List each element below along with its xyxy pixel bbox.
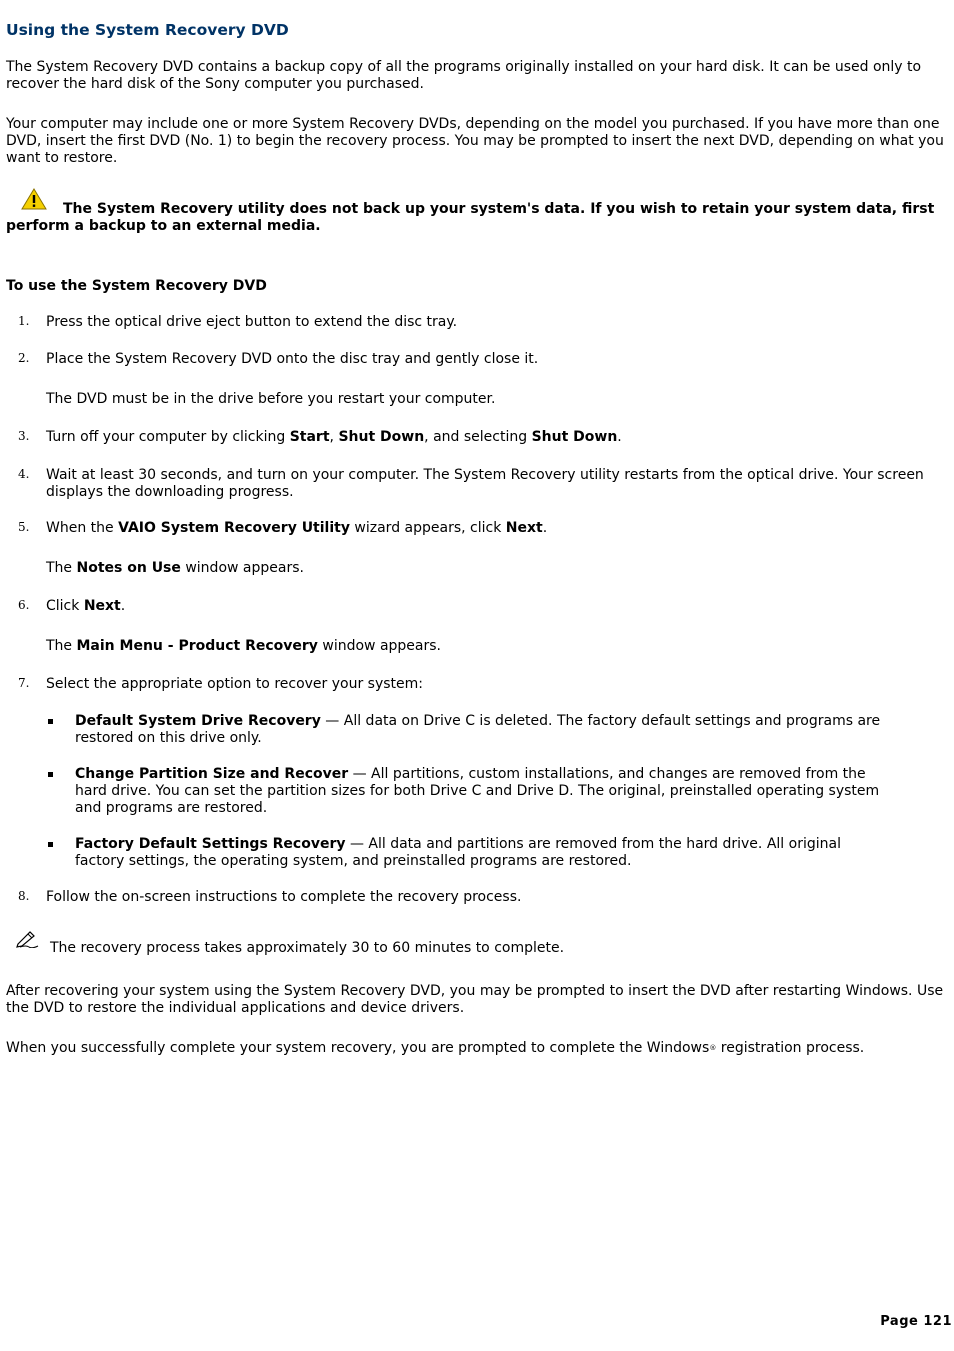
warning-text: The System Recovery utility does not back up your system's data. If you wish to retain your system data, first perform a backup to an external media. [6,201,935,234]
step-item: 5. When the VAIO System Recovery Utility wizard appears, click Next. The Notes on Use window appears. [6,520,944,577]
intro-paragraph: Your computer may include one or more System Recovery DVDs, depending on the model you purchased. If you have more than one DVD, insert the first DVD (No. 1) to begin the recovery process. You may be prompted to insert the next DVD, depending on what you want to restore. [6,116,944,166]
option-description: — All partitions, custom installations, and changes are removed from the hard drive. You can set the partition sizes for both Drive C and Drive D. The original, preinstalled operating system and programs are restored. [75,766,880,816]
option-description: — All data and partitions are removed from the hard drive. All original factory settings, the operating system, and preinstalled programs are restored. [75,836,841,869]
step-subtext: The Notes on Use window appears. [46,560,304,576]
list-item [46,713,944,747]
step-number: 1. [18,314,30,328]
wizard-name: VAIO System Recovery Utility [118,520,350,536]
step-item [6,467,944,501]
after-paragraph: After recovering your system using the System Recovery DVD, you may be prompted to insert the DVD after restarting Windows. Use the DVD to restore the individual applications and device drivers. [6,983,944,1016]
page-number: Page 121 [880,1314,952,1329]
step-subtext: The DVD must be in the drive before you restart your computer. [46,391,496,407]
step-item [6,889,944,906]
step-number: 2. [18,351,30,365]
step-item [6,351,944,408]
registered-mark: ® [709,1044,717,1052]
warning-note [6,201,944,235]
note [6,940,944,957]
step-item: 6. Click Next. The Main Menu - Product Recovery window appears. [6,598,944,655]
note-text: The recovery process takes approximately 30 to 60 minutes to complete. [50,940,565,956]
step-item [6,676,944,870]
step-number: 5. [18,520,30,534]
warning-icon [21,188,47,210]
list-item [46,766,944,817]
page-content [6,22,944,1057]
step-text: Place the System Recovery DVD onto the disc tray and gently close it. [46,351,539,367]
step-item [6,314,944,331]
window-name: Notes on Use [76,560,181,576]
option-label: Change Partition Size and Recover [75,766,349,782]
final-paragraph: When you successfully complete your system recovery, you are prompted to complete the Windows® registration process. [6,1040,865,1056]
list-item [46,836,944,870]
procedure-heading: To use the System Recovery DVD [6,278,267,294]
step-number: 8. [18,889,30,903]
note-pencil-icon [16,928,40,948]
option-label: Factory Default Settings Recovery [75,836,346,852]
step-number: 3. [18,429,30,443]
step-subtext: The Main Menu - Product Recovery window appears. [46,638,441,654]
option-description: — All data on Drive C is deleted. The factory default settings and programs are restored on this drive only. [75,713,881,746]
intro-paragraph: The System Recovery DVD contains a backup copy of all the programs originally installed on your hard disk. It can be used only to recover the hard disk of the Sony computer you purchased. [6,59,922,92]
bullet-icon [48,719,53,724]
shut-down-label: Shut Down [531,429,618,445]
next-label: Next [505,520,543,536]
next-label: Next [83,598,121,614]
steps-list [6,314,944,906]
step-number: 7. [18,676,30,690]
shut-down-label: Shut Down [338,429,425,445]
step-text: Follow the on-screen instructions to complete the recovery process. [46,889,522,905]
step-number: 4. [18,467,30,481]
bullet-icon [48,772,53,777]
window-name: Main Menu - Product Recovery [76,638,318,654]
page-title: Using the System Recovery DVD [6,21,289,39]
step-number: 6. [18,598,30,612]
start-label: Start [289,429,330,445]
step-text: Press the optical drive eject button to extend the disc tray. [46,314,458,330]
option-label: Default System Drive Recovery [75,713,321,729]
bullet-icon [48,842,53,847]
step-text: Wait at least 30 seconds, and turn on your computer. The System Recovery utility restarts from the optical drive. Your screen displays the downloading progress. [46,467,924,500]
step-text: Select the appropriate option to recover your system: [46,676,424,692]
step-item: 3. Turn off your computer by clicking Start, Shut Down, and selecting Shut Down. [18,429,622,445]
recovery-options-list [46,713,944,870]
